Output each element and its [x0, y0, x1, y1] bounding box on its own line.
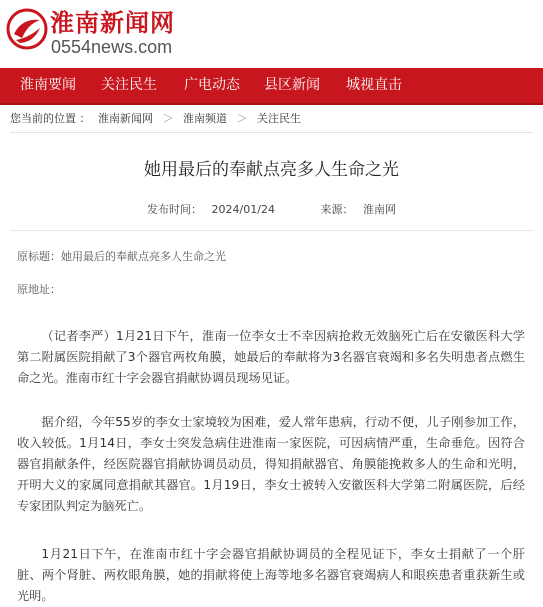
publish-label: 发布时间：	[147, 203, 203, 216]
article-meta	[0, 203, 543, 217]
nav-item-city-video[interactable]: 城视直击	[346, 77, 402, 93]
breadcrumb-separator: ＞	[162, 112, 174, 125]
site-logo-icon[interactable]	[6, 8, 48, 50]
breadcrumb-link-home[interactable]: 淮南新闻网	[98, 112, 153, 125]
meta-divider	[10, 230, 533, 231]
original-title-value: 她用最后的奉献点亮多人生命之光	[61, 250, 226, 263]
article-paragraph: （记者李严）1月21日下午，淮南一位李女士不幸因病抢救无效脑死亡后在安徽医科大学第二附属医院捐献了3个器官两枚角膜，她最后的奉献将为3名器官衰竭和多名失明患者点燃生命之光。淮南市红十字会器官捐献协调员现场见证。	[17, 329, 525, 385]
site-header	[0, 0, 543, 68]
article-title: 她用最后的奉献点亮多人生命之光	[144, 160, 399, 180]
article-paragraph: 据介绍，今年55岁的李女士家境较为困难，爱人常年患病，行动不便，儿子刚参加工作，收入较低。1月14日，李女士突发急病住进淮南一家医院，可因病情严重，生命垂危。因符合器官捐献条件，经医院器官捐献协调员动员，得知捐献器官、角膜能挽救多人的生命和光明，开明大义的家属同意捐献其器官。1月19日，李女士被转入安徽医科大学第二附属医院，后经专家团队判定为脑死亡。	[17, 415, 525, 513]
main-nav	[0, 68, 543, 105]
nav-item-broadcast[interactable]: 广电动态	[184, 77, 240, 93]
nav-item-livelihood[interactable]: 关注民生	[101, 77, 157, 93]
original-url-label: 原地址：	[17, 283, 61, 296]
original-title-label: 原标题：	[17, 250, 61, 263]
breadcrumb-separator: ＞	[236, 112, 248, 125]
breadcrumb-link-section[interactable]: 关注民生	[257, 112, 301, 125]
publish-date: 2024/01/24	[211, 203, 275, 216]
nav-item-huainan-news[interactable]: 淮南要闻	[20, 77, 76, 93]
original-url-row	[17, 283, 61, 297]
source-name: 淮南网	[362, 203, 396, 216]
breadcrumb-prefix: 您当前的位置 ：	[10, 112, 91, 125]
article-paragraph: 1月21日下午，在淮南市红十字会器官捐献协调员的全程见证下，李女士捐献了一个肝脏、两个肾脏、两枚眼角膜，她的捐献将使上海等地多名器官衰竭病人和眼疾患者重获新生或光明。	[17, 547, 525, 603]
site-domain[interactable]: 0554news.com	[51, 37, 173, 57]
site-name[interactable]: 淮南新闻网	[50, 9, 175, 37]
source-label: 来源：	[320, 203, 354, 216]
original-title-row	[17, 250, 226, 264]
breadcrumb-link-channel[interactable]: 淮南频道	[183, 112, 227, 125]
nav-item-county-news[interactable]: 县区新闻	[264, 77, 320, 93]
breadcrumb	[10, 105, 533, 133]
